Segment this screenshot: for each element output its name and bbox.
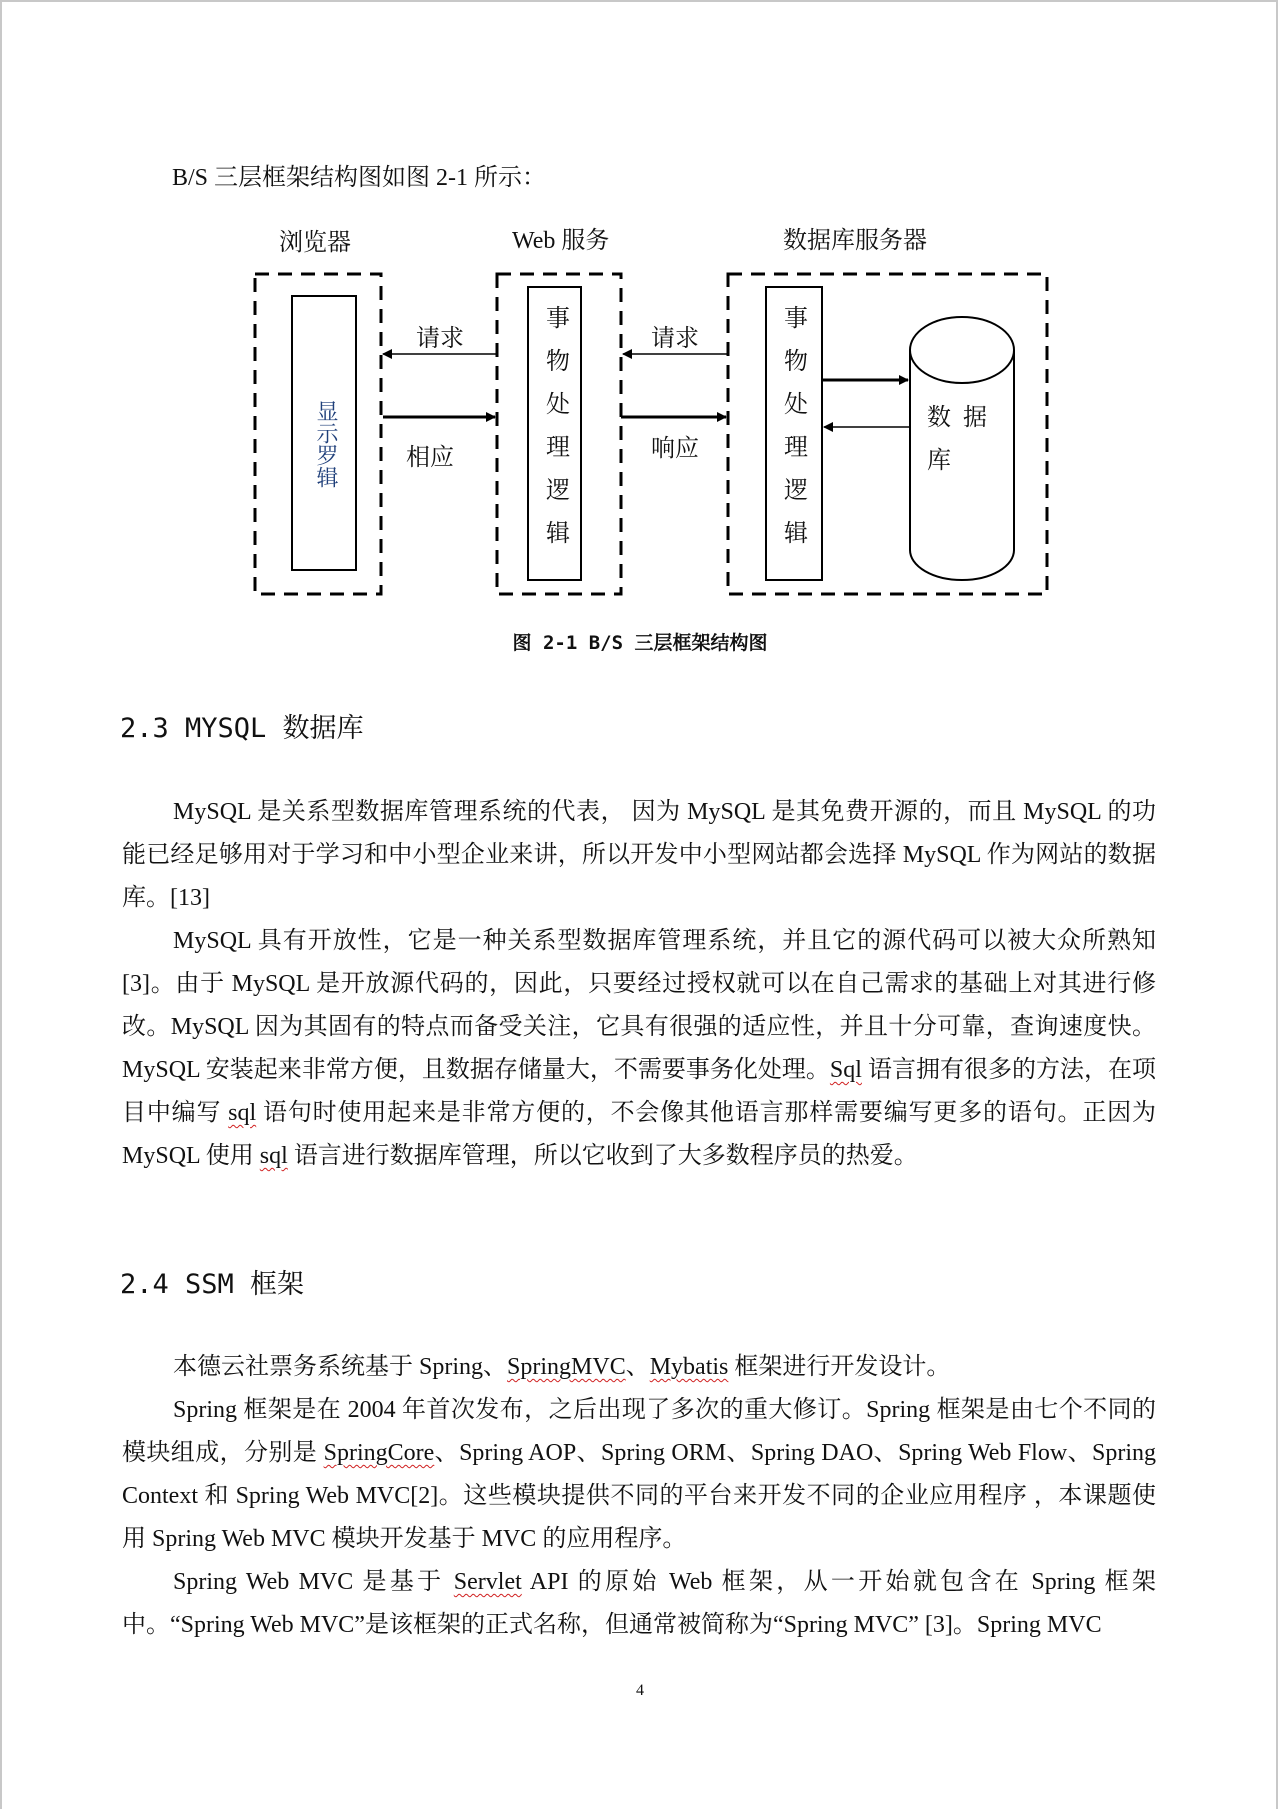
- section-heading-2-4: 2.4 SSM 框架: [120, 1269, 305, 1300]
- database-cylinder: [910, 317, 1014, 580]
- tier-title-web-service: Web 服务: [512, 228, 610, 254]
- database-label-line1: 数 据: [927, 405, 987, 431]
- db-transaction-logic-label: 事 物 处 理 逻 辑: [784, 306, 808, 547]
- paragraph-spring-web-mvc: Spring Web MVC 是基于 Servlet API 的原始 Web 框架，从一开始就包含在 Spring 框架中。“Spring Web MVC”是该框架的正式名称，但通常被简称为“Spring MVC” [3]。Spring MVC: [122, 1569, 1156, 1638]
- label-response-right: 响应: [651, 436, 699, 462]
- tier-title-browser: 浏览器: [279, 230, 351, 256]
- paragraph-spring-modules: Spring 框架是在 2004 年首次发布，之后出现了多次的重大修订。Spring 框架是由七个不同的模块组成，分别是 SpringCore、Spring AOP、Spring ORM、Spring DAO、Spring Web Flow、Spring Context 和 Spring Web MVC[2]。这些模块提供不同的平台来开发不同的企业应用程序 ，本课题使用 Spring Web MVC 模块开发基于 MVC 的应用程序。: [122, 1397, 1156, 1552]
- diagram-shapes: [0, 0, 1280, 620]
- label-request-right: 请求: [651, 326, 699, 352]
- label-response-left: 相应: [406, 445, 454, 471]
- display-logic-label: 显示罗辑: [314, 400, 339, 488]
- page-number: 4: [636, 1682, 644, 1699]
- label-request-left: 请求: [416, 326, 464, 352]
- database-label-line2: 库: [927, 448, 951, 474]
- paragraph-mysql-intro: MySQL 是关系型数据库管理系统的代表， 因为 MySQL 是其免费开源的，而且 MySQL 的功能已经足够用对于学习和中小型企业来讲，所以开发中小型网站都会选择 MySQL 作为网站的数据库。[13]: [122, 799, 1156, 911]
- figure-intro-text: B/S 三层框架结构图如图 2-1 所示：: [172, 165, 547, 191]
- section-heading-2-3: 2.3 MYSQL 数据库: [120, 713, 364, 744]
- figure-caption: 图 2-1 B/S 三层框架结构图: [512, 632, 768, 654]
- db-tier-box: [728, 274, 1047, 594]
- web-transaction-logic-label: 事 物 处 理 逻 辑: [546, 306, 570, 547]
- paragraph-mysql-open: MySQL 具有开放性，它是一种关系型数据库管理系统，并且它的源代码可以被大众所熟知[3]。由于 MySQL 是开放源代码的，因此，只要经过授权就可以在自己需求的基础上对其进行修改。MySQL 因为其固有的特点而备受关注，它具有很强的适应性，并且十分可靠，查询速度快。MySQL 安装起来非常方便，且数据存储量大，不需要事务化处理。Sql 语言拥有很多的方法，在项目中编写 sql 语句时使用起来是非常方便的，不会像其他语言那样需要编写更多的语句。正因为 MySQL 使用 sql 语言进行数据库管理，所以它收到了大多数程序员的热爱。: [122, 928, 1157, 1169]
- paragraph-ssm-intro: 本德云社票务系统基于 Spring、SpringMVC、Mybatis 框架进行开发设计。: [173, 1354, 951, 1380]
- tier-title-db-server: 数据库服务器: [783, 228, 927, 254]
